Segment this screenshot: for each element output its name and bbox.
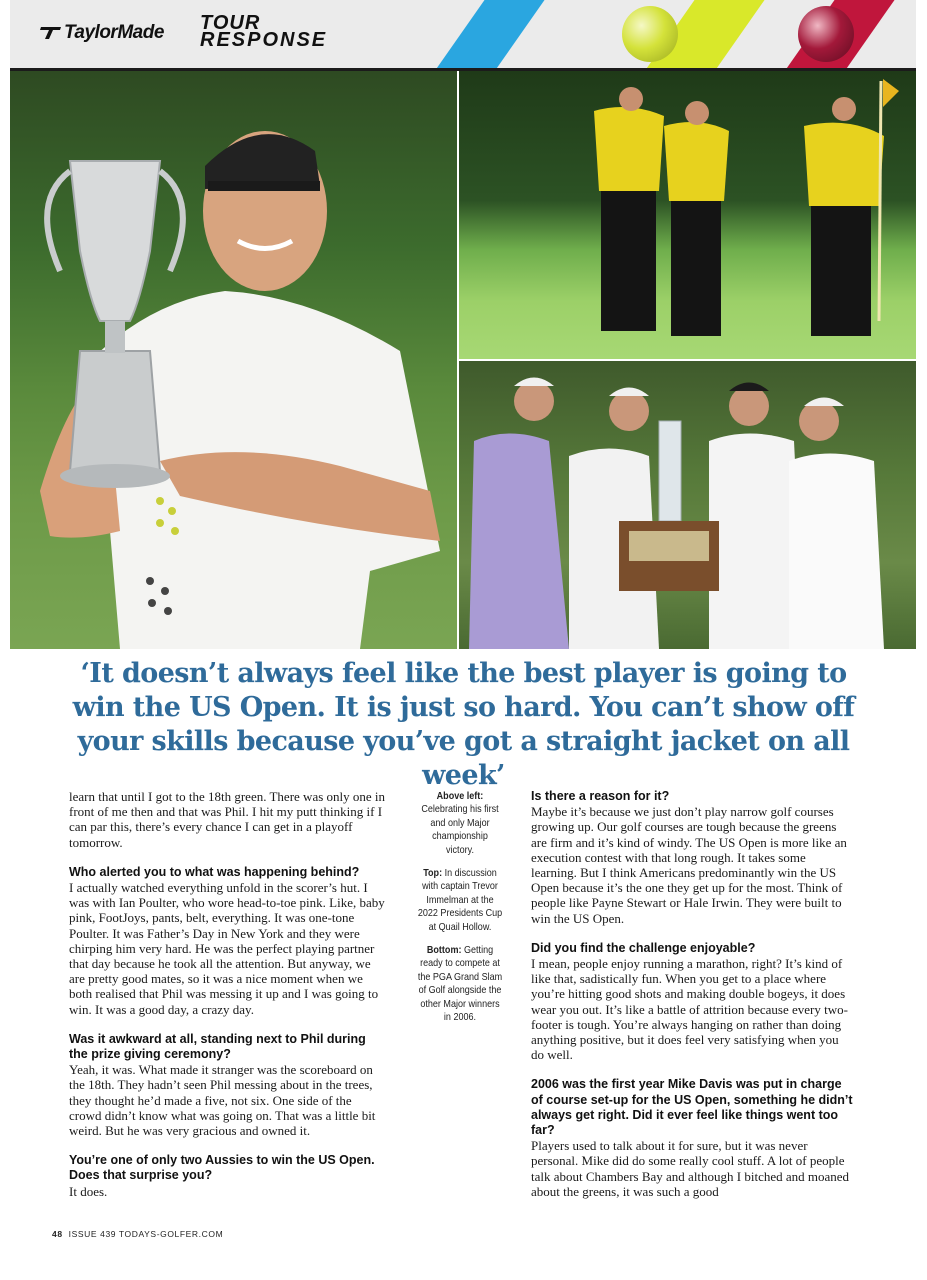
caption-above-left — [417, 790, 503, 857]
grand-slam-photo-illustration — [459, 361, 916, 649]
taylormade-logo — [40, 22, 164, 44]
caption-bottom — [417, 944, 503, 1024]
discussion-photo-illustration — [459, 71, 916, 359]
article-column-left — [69, 789, 387, 1199]
interview-question: Who alerted you to what was happening behind? — [69, 864, 360, 879]
photo-trophy-celebration — [10, 71, 457, 649]
tour-response-logo — [200, 12, 328, 51]
photo-grand-slam-of-golf — [459, 361, 916, 649]
interview-answer: It does. — [69, 1183, 108, 1199]
interview-answer: Yeah, it was. What made it stranger was the scoreboard on the 18th. They hadn’t seen Phil messing about in the trees, they thought he’d made a five, not six. One side of the crowd didn’t know what was going on. That was a little bit weird. But he was very gracious and owned it. — [69, 1062, 376, 1139]
photo-captions — [417, 790, 503, 1035]
website-link[interactable]: TODAYS-GOLFER.COM — [118, 1229, 224, 1239]
caption-label: Above left: — [436, 790, 484, 802]
article-column-right — [531, 789, 853, 1199]
interview-answer: Maybe it’s because we just don’t play narrow golf courses growing up. Our golf courses are tough because the greens are firm and it’s kind of windy. The US Open is more like an execution contest with that long rough. It takes some learning. But I think Americans predominantly win the US Open because it’s the one they get up for the most. Think of people like Payne Stewart or Hale Irwin. They were built to win the US Open. — [531, 804, 847, 926]
interview-question: Was it awkward at all, standing next to Phil during the prize giving ceremony? — [69, 1031, 366, 1062]
caption-text: In discussion with captain Trevor Immelman at the 2022 Presidents Cup at Quail Hollow. — [417, 867, 503, 933]
interview-question: Is there a reason for it? — [531, 789, 670, 803]
interview-answer: I mean, people enjoy running a marathon, right? It’s kind of like that, sadistically fun. When you get to a place where you’re hitting good shots and making double bogeys, it does wear you out. It’s like a battle of attrition because every two-footer is tough. You’re always hanging on rather than doing anything positive, but it does feel very satisfying when you do well. — [531, 956, 848, 1063]
caption-text: Celebrating his first and only Major championship victory. — [421, 803, 499, 856]
page-footer — [52, 1229, 223, 1239]
taylormade-mark-icon — [40, 24, 62, 40]
brand-name: TaylorMade — [64, 22, 164, 43]
interview-question: 2006 was the first year Mike Davis was put in charge of course set-up for the US Open, something he didn’t always get right. Did it ever feel like things went too far? — [531, 1077, 853, 1138]
golf-ball-red-icon — [798, 6, 854, 62]
page-number: 48 — [52, 1229, 63, 1239]
interview-answer: Players used to talk about it for sure, but it was never personal. Mike did do some really cool stuff. A lot of people talk about Chambers Bay and although I bitched and moaned about the greens, it was such a good — [531, 1138, 850, 1199]
photo-presidents-cup-discussion — [459, 71, 916, 359]
caption-text: Getting ready to compete at the PGA Grand Slam of Golf alongside the other Major winners in 2006. — [417, 944, 503, 1024]
caption-label: Top: — [423, 867, 443, 880]
interview-question: You’re one of only two Aussies to win the US Open. Does that surprise you? — [69, 1153, 375, 1183]
blue-stripe — [421, 0, 558, 68]
golf-ball-yellow-icon — [622, 6, 678, 62]
issue-number: ISSUE 439 — [68, 1229, 117, 1239]
pull-quote: ‘It doesn’t always feel like the best player is going to win the US Open. It is just so hard. You can’t show off your skills because you’ve got a straight jacket on all week’ — [72, 658, 855, 791]
caption-top — [417, 867, 503, 934]
body-paragraph: learn that until I got to the 18th green. There was only one in front of me then and that was Phil. I hit my putt thinking if I can par this, there’s every chance I can get in a playoff tomorrow. — [69, 789, 386, 850]
trophy-photo-illustration — [10, 71, 457, 649]
tour-response-line1: TOUR — [200, 12, 261, 34]
interview-question: Did you find the challenge enjoyable? — [531, 940, 756, 955]
caption-label: Bottom: — [426, 944, 462, 957]
interview-answer: I actually watched everything unfold in the scorer’s hut. I was with Ian Poulter, who wore head-to-toe pink. Like, baby pink, FootJoys, pants, belt, everything. It was one-tone Poulter. It was Father’s Day in New York and they were chirping him very hard. He was the perfect playing partner that day because he took all the attention. But anyway, we are pretty good mates, so it was a nice moment when we both realised that Phil was messing it up and I was going to win. It was a good day, a crazy day. — [69, 880, 385, 1017]
tour-response-line2: RESPONSE — [200, 29, 328, 51]
advert-banner — [10, 0, 916, 68]
